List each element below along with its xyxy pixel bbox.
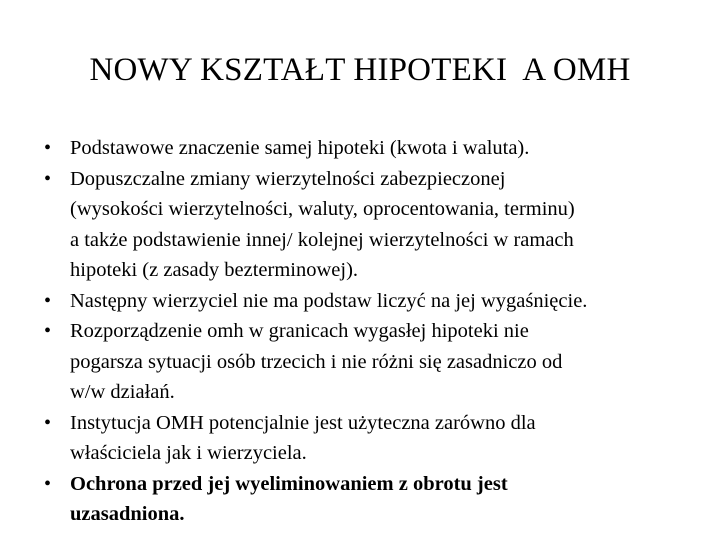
bullet-list — [44, 133, 704, 530]
bullet-dot-icon: • — [44, 137, 52, 159]
bullet-text: Podstawowe znaczenie samej hipoteki (kwota i waluta). — [70, 137, 530, 159]
bullet-dot-icon: • — [44, 320, 52, 342]
bullet-item — [44, 164, 704, 286]
bullet-text: Następny wierzyciel nie ma podstaw liczyć na jej wygaśnięcie. — [70, 289, 588, 312]
bullet-text: Dopuszczalne zmiany wierzytelności zabezpieczonej (wysokości wierzytelności, waluty, oprocentowania, terminu) a także podstawienie innej/ kolejnej wierzytelności w ramach hipoteki (z zasady bezterminowej). — [70, 167, 575, 281]
bullet-text: Ochrona przed jej wyeliminowaniem z obrotu jest uzasadniona. — [70, 472, 508, 525]
bullet-item — [44, 316, 704, 408]
slide-title: NOWY KSZTAŁT HIPOTEKI A OMH — [89, 52, 631, 88]
bullet-text: Rozporządzenie omh w granicach wygasłej hipoteki nie pogarsza sytuacji osób trzecich i nie różni się zasadniczo od w/w działań. — [70, 320, 563, 403]
bullet-dot-icon: • — [44, 289, 52, 312]
bullet-dot-icon: • — [44, 167, 52, 190]
bullet-dot-icon: • — [44, 472, 52, 495]
bullet-item-emphasis — [44, 469, 704, 530]
bullet-dot-icon: • — [44, 411, 52, 434]
bullet-item — [44, 133, 704, 164]
bullet-item — [44, 286, 704, 317]
bullet-text: Instytucja OMH potencjalnie jest użyteczna zarówno dla właściciela jak i wierzyciela. — [70, 411, 536, 464]
bullet-item — [44, 408, 704, 469]
